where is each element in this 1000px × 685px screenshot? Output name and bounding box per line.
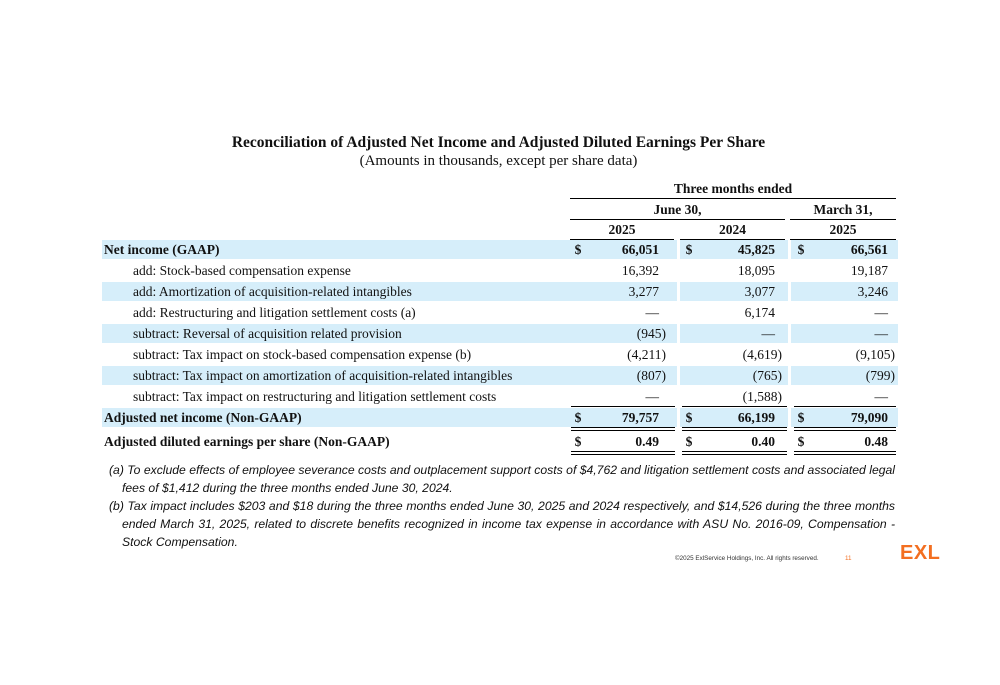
currency-symbol: $ <box>574 242 582 257</box>
currency-symbol: $ <box>797 434 805 449</box>
value-col3: 66,561 <box>850 242 888 257</box>
footnote-b: (b) Tax impact includes $203 and $18 during the three months ended June 30, 2025 and 2024 respectively, and $14,526 during the three months ended March 31, 2025, related to discrete benefits recognized in income tax expense in accordance with ASU No. 2016-09, Compensation - Stock Compensation. <box>109 499 895 549</box>
currency-symbol: $ <box>797 242 805 257</box>
value-col2: (1,588) <box>742 389 782 404</box>
value-col2: 66,199 <box>737 410 775 425</box>
value-col1: — <box>645 305 659 320</box>
row-label: Adjusted net income (Non-GAAP) <box>104 410 302 425</box>
value-col3: 3,246 <box>857 284 888 299</box>
value-col1: 0.49 <box>635 434 659 449</box>
value-col3: — <box>874 305 888 320</box>
row-label: subtract: Tax impact on stock-based compensation expense (b) <box>133 347 472 362</box>
table-row <box>102 386 898 407</box>
march-group-rule <box>790 219 896 220</box>
row-label: add: Amortization of acquisition-related intangibles <box>133 284 412 299</box>
table-row <box>102 344 898 365</box>
currency-symbol: $ <box>685 434 693 449</box>
table-row <box>102 260 898 281</box>
table-row <box>102 239 898 260</box>
june-group-header: June 30, <box>653 202 702 217</box>
value-col3: (799) <box>865 368 895 383</box>
row-label: subtract: Reversal of acquisition related provision <box>133 326 402 341</box>
period-header: Three months ended <box>673 181 793 196</box>
value-col3: — <box>874 326 888 341</box>
row-label: add: Stock-based compensation expense <box>133 263 351 278</box>
col3-year-header: 2025 <box>829 222 857 237</box>
june-group-rule <box>570 219 785 220</box>
currency-symbol: $ <box>574 410 582 425</box>
footnote-a: (a) To exclude effects of employee severance costs and outplacement support costs of $4,762 and litigation settlement costs and associated legal fees of $1,412 during the three months ended June 30, 2024. <box>109 463 895 495</box>
reconciliation-table <box>102 239 898 452</box>
value-col2: 6,174 <box>744 305 775 320</box>
value-col2: 0.40 <box>751 434 775 449</box>
report-title: Reconciliation of Adjusted Net Income and Adjusted Diluted Earnings Per Share <box>231 134 766 151</box>
period-header-rule <box>570 198 896 199</box>
value-col1: (807) <box>636 368 666 383</box>
row-label: Adjusted diluted earnings per share (Non-GAAP) <box>104 434 390 449</box>
value-col3: 79,090 <box>850 410 888 425</box>
value-col1: (945) <box>636 326 666 341</box>
currency-symbol: $ <box>574 434 582 449</box>
row-label: subtract: Tax impact on restructuring and litigation settlement costs <box>133 389 497 404</box>
copyright-notice: ©2025 ExlService Holdings, Inc. All rights reserved. <box>675 555 819 562</box>
value-col2: 3,077 <box>744 284 775 299</box>
value-col3: 0.48 <box>864 434 888 449</box>
value-col2: — <box>761 326 775 341</box>
value-col2: 45,825 <box>737 242 775 257</box>
table-row <box>102 281 898 302</box>
report-subtitle: (Amounts in thousands, except per share data) <box>359 153 638 169</box>
row-label: subtract: Tax impact on amortization of acquisition-related intangibles <box>133 368 513 383</box>
currency-symbol: $ <box>685 410 693 425</box>
table-row <box>102 365 898 386</box>
table-row <box>102 407 898 428</box>
exl-logo: EXL <box>900 542 941 564</box>
value-col1: 66,051 <box>621 242 659 257</box>
value-col3: (9,105) <box>855 347 895 362</box>
value-col2: 18,095 <box>737 263 775 278</box>
value-col1: — <box>645 389 659 404</box>
march-group-header: March 31, <box>813 202 873 217</box>
currency-symbol: $ <box>685 242 693 257</box>
table-row <box>102 431 898 452</box>
value-col1: 3,277 <box>628 284 659 299</box>
row-label: add: Restructuring and litigation settlement costs (a) <box>133 305 416 320</box>
col2-year-header: 2024 <box>719 222 746 237</box>
value-col1: (4,211) <box>627 347 666 362</box>
value-col2: (4,619) <box>742 347 782 362</box>
value-col2: (765) <box>752 368 782 383</box>
value-col3: — <box>874 389 888 404</box>
currency-symbol: $ <box>797 410 805 425</box>
page-number: 11 <box>845 555 852 562</box>
value-col3: 19,187 <box>850 263 888 278</box>
table-row <box>102 302 898 323</box>
value-col1: 16,392 <box>621 263 659 278</box>
table-row <box>102 323 898 344</box>
col1-year-header: 2025 <box>608 222 636 237</box>
value-col1: 79,757 <box>621 410 659 425</box>
row-label: Net income (GAAP) <box>104 242 220 257</box>
